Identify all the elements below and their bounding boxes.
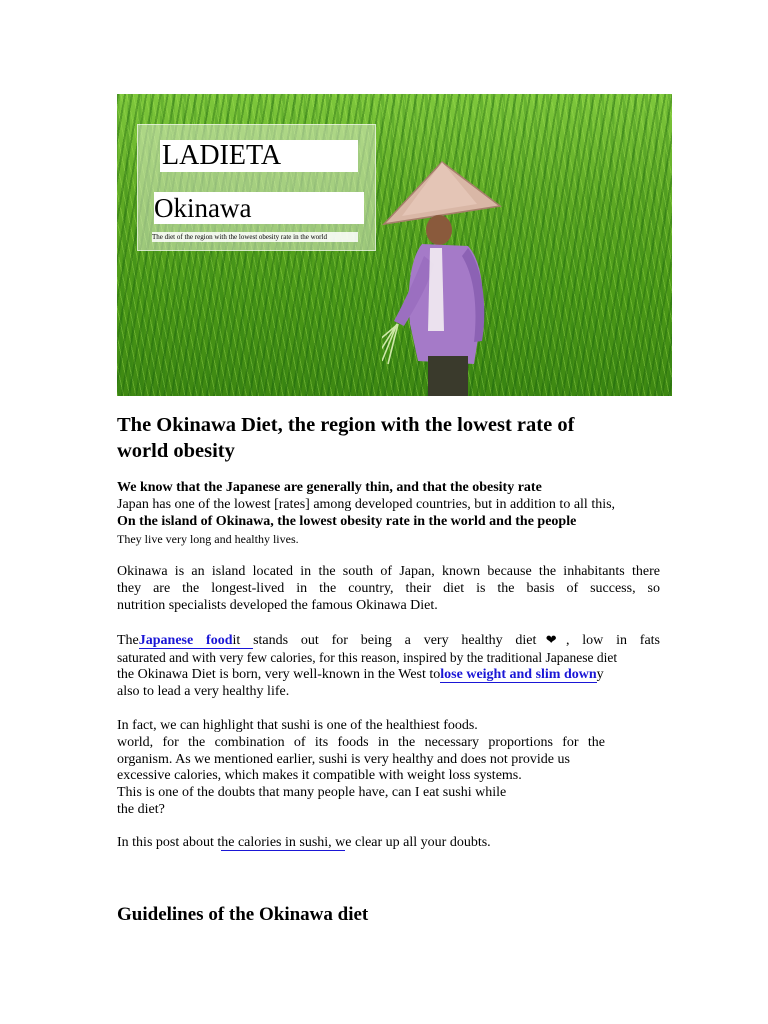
- sushi-calories-link[interactable]: he calories in sushi, w: [221, 835, 346, 850]
- paragraph-line: world, for the combination of its foods in the necessary proportions for the: [117, 735, 605, 750]
- title-overlay-box: [137, 124, 376, 251]
- paragraph-line: saturated and with very few calories, for this reason, inspired by the traditional Japanese diet: [117, 650, 618, 665]
- hero-title-line1: LADIETA: [160, 140, 358, 172]
- paragraph-line: Okinawa is an island located in the south of Japan, known because the inhabitants there: [117, 564, 660, 579]
- para4-prefix: In this post about t: [117, 835, 222, 850]
- paragraph-line: [117, 835, 491, 851]
- para2-text-after-heart: , low in fats: [565, 633, 661, 648]
- article-title-line1: The Okinawa Diet, the region with the lowest rate of: [117, 414, 575, 436]
- para4-suffix: e clear up all your doubts.: [345, 835, 491, 850]
- paragraph-line: excessive calories, which makes it compatible with weight loss systems.: [117, 768, 522, 783]
- paragraph-line: organism. As we mentioned earlier, sushi is very healthy and does not provide us: [117, 752, 570, 767]
- intro-line: We know that the Japanese are generally thin, and that the obesity rate: [117, 480, 542, 495]
- section-title: Guidelines of the Okinawa diet: [117, 904, 369, 925]
- intro-line: They live very long and healthy lives.: [117, 532, 299, 546]
- para2-line3-prefix: the Okinawa Diet is born, very well-known in the West to: [117, 667, 441, 682]
- paragraph-line: they are the longest-lived in the country, their diet is the basis of success, so: [117, 581, 660, 596]
- paragraph-line: In fact, we can highlight that sushi is one of the healthiest foods.: [117, 718, 478, 733]
- intro-line: On the island of Okinawa, the lowest obesity rate in the world and the people: [117, 514, 577, 529]
- intro-line: Japan has one of the lowest [rates] among developed countries, but in addition to all this,: [117, 497, 616, 512]
- para2-text: stands out for being a very healthy diet: [253, 633, 537, 648]
- article-title: [117, 412, 657, 464]
- article-title-line2: world obesity: [117, 440, 235, 462]
- paragraph-line: This is one of the doubts that many people have, can I eat sushi while: [117, 785, 507, 800]
- hero-image: [117, 94, 672, 396]
- paragraph-line: the diet?: [117, 802, 165, 817]
- paragraph-line: nutrition specialists developed the famous Okinawa Diet.: [117, 598, 438, 613]
- para2-underlined-word: it: [232, 633, 254, 648]
- lose-weight-link[interactable]: lose weight and slim down: [440, 667, 597, 682]
- heart-icon: ❤: [536, 633, 566, 648]
- paragraph-line: [117, 633, 660, 649]
- para2-prefix: The: [117, 633, 139, 648]
- hero-caption: The diet of the region with the lowest obesity rate in the world: [152, 232, 358, 242]
- farmer-woman-illustration: [382, 156, 522, 396]
- para2-line3-suffix: y: [596, 667, 604, 682]
- japanese-food-link[interactable]: Japanese food: [138, 633, 233, 648]
- paragraph-line: [117, 667, 604, 683]
- paragraph-line: also to lead a very healthy life.: [117, 684, 290, 699]
- hero-title-line2: Okinawa: [154, 192, 364, 224]
